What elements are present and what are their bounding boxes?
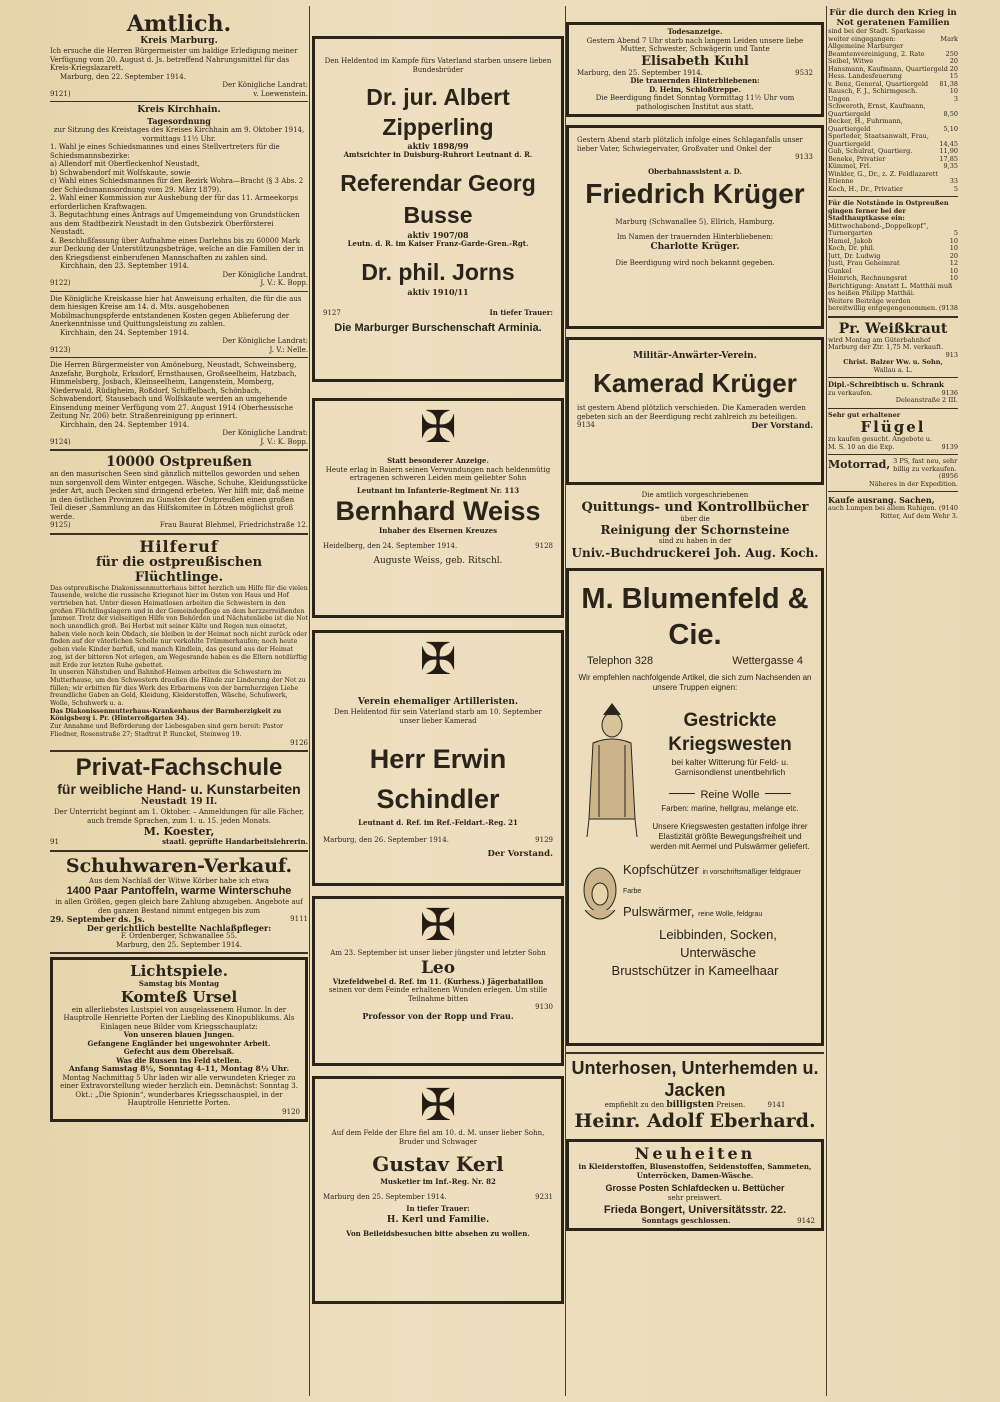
ad-blumenfeld [566, 568, 824, 1046]
notice-number: 9128 [535, 541, 553, 550]
donation-entry [828, 43, 958, 58]
agenda-items: 1. Wahl je eines Schiedsmannes und eines Stellvertreters für die Schiedsmannsbezirke: a) Allendorf mit Oberfleckenhof Neustadt, b) Schwabendorf mit Wolfskaute, sowie c) Wahl eines Schiedsmannes für den Bezirk Wohra—Bracht (§ 3 Abs. 2 der Schiedsmannsordnung vom 29. März 1879). 2. Wahl einer Kommission zur Aushebung der für das 11. Armeekorps erforderlichen Kraftwagen. 3. Begutachtung eines Antrags auf Umgemeindung von Grundstücken aus dem Stadtbezirk Neustadt in den Gutsbezirk Oberförsterei Neustadt. 4. Beschlußfassung über Aufnahme eines Darlehns bis zu 60000 Mark zur Deckung der Unterstützungsbeträge, welche an die Familien der in den Kriegsdienst einberufenen Mannschaften zu zahlen sind. [50, 143, 304, 262]
notice-number: 9127 [323, 308, 341, 317]
film-text: ein allerliebstes Lustspiel von ausgelassenem Humor. In der Hauptrolle Henriette Porten der Liebling des Kinopublikums. Als Einlagen neue Bilder vom Kriegsschauplatz: [63, 1005, 295, 1031]
ad-text: Sehr gut erhaltener [828, 410, 901, 419]
ad-title: Quittungs- und Kontrollbücher [581, 499, 809, 515]
donations-unit: Mark [940, 34, 958, 43]
notice-heading: Statt besonderer Anzeige. [387, 456, 489, 465]
notice-number: 9124) [50, 437, 71, 446]
notice-text: Gestern Abend 7 Uhr starb nach langem Leiden unsere liebe Mutter, Schwester, Schwägerin und Tante [586, 36, 804, 53]
deceased-name: Elisabeth Kuhl [641, 53, 749, 69]
donor-name: Mittwochabend-„Doppelkopf“, Turnergarten [828, 221, 929, 237]
notice-text: Leutnant im Infanterie-Regiment Nr. 113 [356, 485, 520, 495]
notice-text: aktiv 1910/11 [407, 287, 469, 297]
donations-intro: sind bei der Stadt. Sparkasse weiter eingegangen: [828, 27, 925, 43]
donation-entry [828, 171, 958, 186]
film-title: Komteß Ursel [120, 987, 238, 1006]
column-divider [826, 6, 827, 1396]
ad-address: Näheres in der Expedition. [869, 479, 958, 488]
ad-date: 29. September ds. Js. [50, 914, 145, 925]
ad-title: Dipl.-Schreibtisch u. Schrank [828, 380, 944, 389]
donor-name: Allgemeine Marburger Beamtenvereinigung, 2. Rate [828, 42, 925, 58]
ad-wool-label: Reine Wolle [647, 783, 813, 802]
notice-date: Kirchhain, den 23. September 1914. [60, 262, 190, 270]
ad-text: in Kleiderstoffen, Blusenstoffen, Seidenstoffen, Sammeten, Unterröcken, Damen-Wäsche. [578, 1162, 812, 1180]
film-items: Von unseren blauen Jungen. Gefangene Engländer bei ungewohnter Arbeit. Gefecht aus dem Oberelsaß. Was die Russen ins Feld stellen. [87, 1030, 271, 1065]
ad-item-detail: in vorschriftsmäßiger feldgrauer Farbe [623, 868, 801, 895]
notice-signature: Der Königliche Landrat. [222, 270, 308, 279]
notice-bernhard-weiss [312, 398, 564, 618]
ad-text: empfiehlt zu den [604, 1100, 665, 1109]
notice-signature: Der Königliche Landrat: [222, 337, 308, 345]
notice-date: Heidelberg, den 24. September 1914. [323, 541, 458, 550]
donation-entry [828, 223, 958, 238]
heading-donations: Für die durch den Krieg in Not geratenen Familien [829, 8, 957, 28]
notice-signature: Der Königliche Landrat: [222, 429, 308, 437]
notice-number: 9120 [282, 1107, 300, 1116]
notice-number: 91 [50, 838, 59, 847]
notice-text: Gestern Abend starb plötzlich infolge eines Schlaganfalls unser lieber Vater, Schwiegervater, Großvater und Onkel der [577, 136, 803, 153]
donation-amount: 12 [949, 259, 958, 267]
column-death-notices [312, 8, 564, 1394]
donor-name: Gub, Schulrat, Quartierg. [828, 147, 913, 155]
notice-signature: Der Vorstand. [751, 420, 813, 430]
notice-signature: J. V.: Nelle. [269, 345, 308, 354]
heading-ostpreussen-donations: Für die Notstände in Ostpreußen gingen ferner bei der Stadthauptkasse ein: [828, 199, 949, 222]
notice-text: Ich ersuche die Herren Bürgermeister um baldige Erledigung meiner Verfügung vom 20. August d. Js. betreffend Nahrungsmittel für das Kreis-Kriegslazarett. [50, 47, 298, 72]
ad-address: Wallau a. L. [873, 365, 913, 374]
ad-title-blumenfeld: M. Blumenfeld & Cie. [581, 582, 809, 651]
notice-signature: Professor von der Ropp und Frau. [362, 1010, 514, 1021]
notice-signature: Die Marburger Burschenschaft Arminia. [334, 322, 542, 334]
notice-number: 9133 [795, 153, 813, 161]
donations-note: Weitere Beiträge werden bereitwillig entgegengenommen. [828, 296, 938, 312]
notice-number: 9139 [941, 442, 958, 451]
donation-amount: 20 [949, 57, 958, 65]
notice-heading: Militär-Anwärter-Verein. [633, 351, 757, 361]
ad-text: zu kaufen gesucht. Angebote u. M. S. 10 an die Exp. [828, 435, 933, 451]
deceased-name: Referendar Georg Busse [340, 170, 536, 228]
heading-hilferuf: Hilferuf [139, 536, 219, 556]
donor-name: Sporleder, Staatsanwalt, Frau, Quartiergeld [828, 132, 929, 148]
ad-text: Preisen. [716, 1100, 746, 1109]
notice-heading: Todesanzeige. [667, 27, 723, 36]
film-times: Anfang Samstag 8½, Sonntag 4–11, Montag 8½ Uhr. [68, 1064, 290, 1074]
deceased-name: Herr Erwin Schindler [369, 744, 507, 814]
section-title-amtlich: Amtlich. [126, 11, 232, 37]
notice-signature: Frau Baurat Blehmel, Friedrichstraße 12. [159, 521, 308, 529]
notice-text: Amtsrichter in Duisburg-Ruhrort Leutnant d. R. [343, 149, 533, 159]
notice-text: Heute erlag in Baiern seinen Verwundungen nach heldenmütig ertragenen schweren Leiden mein geliebter Sohn [325, 465, 551, 482]
donation-amount: 20 [949, 64, 958, 73]
donation-amount: 20 [949, 251, 958, 260]
ad-text: sind zu haben in der [658, 537, 732, 545]
donation-entry [828, 103, 958, 118]
notice-date: Kirchhain, den 24. September 1914. [60, 328, 190, 337]
donor-name: Hansmann, Kaufmann, Quartiergeld [828, 64, 948, 73]
donor-name: Winkler, G., Dr., z. Z. Feldlazarett Etienne [828, 169, 938, 185]
ad-text: über die [680, 514, 710, 523]
notice-text: Inhaber des Eisernen Kreuzes [378, 526, 498, 535]
notice-elisabeth-kuhl [566, 22, 824, 117]
notice-number: 9142 [797, 1216, 815, 1225]
donation-amount: 10 [949, 266, 958, 275]
ad-product: Gestrickte Kriegswesten [668, 709, 792, 755]
notice-date: Marburg, den 25. September 1914. [577, 68, 703, 77]
notice-signature: H. Kerl und Familie. [386, 1214, 490, 1225]
donations-correction: Berichtigung: Anstatt L. Matthäi muß es heißen Philipp Matthäi. [828, 281, 953, 297]
notice-text: Die trauernden Hinterbliebenen: [630, 76, 760, 85]
donor-name: Koch, H., Dr., Privatier [828, 184, 903, 193]
notice-signature: J. V.: K. Bopp. [260, 279, 308, 287]
donation-amount: 3 [953, 94, 958, 103]
ad-title-eberhard: Unterhosen, Unterhemden u. Jacken [571, 1057, 819, 1100]
ad-neuheiten [566, 1139, 824, 1231]
notice-signature: Der Königliche Landrat: [222, 81, 308, 89]
ad-hours: Sonntags geschlossen. [641, 1215, 731, 1225]
donor-name: Koch, Dr. phil. [828, 244, 875, 252]
notice-text: zur Sitzung des Kreistages des Kreises Kirchhain am 9. Oktober 1914, vormittags 11½ Uhr. [53, 126, 305, 143]
ad-lichtspiele [50, 957, 308, 1122]
ad-title-fluegel: Flügel [860, 418, 926, 436]
ad-offer: Grosse Posten Schlafdecken u. Bettücher [605, 1183, 785, 1193]
ad-title-weisskraut: Pr. Weißkraut [838, 320, 948, 337]
donation-amount: 14,45 [939, 139, 958, 148]
notice-date: Marburg, den 22. September 1914. [60, 72, 186, 81]
ad-days: Samstag bis Montag [138, 979, 220, 989]
donation-amount: 10 [949, 244, 958, 252]
deceased-name: Kamerad Krüger [593, 368, 797, 398]
notice-number: 9136 [941, 388, 958, 397]
notice-signature: v. Loewenstein. [253, 89, 308, 98]
notice-number: 9231 [535, 1192, 553, 1201]
notice-text: Marburg (Schwanallee 5), Ellrich, Hamburg. [615, 218, 775, 226]
notice-text: Oberbahnassistent a. D. [648, 166, 742, 176]
notice-number: (9140 [938, 504, 958, 512]
donation-entry [828, 186, 958, 194]
heading-kreis-marburg: Kreis Marburg. [140, 36, 218, 46]
ad-address: Neustadt 19 II. [140, 797, 218, 808]
donation-amount: 9,35 [943, 162, 958, 170]
notice-number: 9122) [50, 279, 71, 287]
notice-gustav-kerl [312, 1076, 564, 1304]
notice-number: (9138 [938, 304, 958, 312]
donor-name: Rausch, F. J., Schirmgesch. [828, 87, 918, 95]
donor-name: Beneke, Privatier [828, 154, 886, 163]
ad-role: staatl. geprüfte Handarbeitslehrerin. [162, 837, 308, 847]
donation-list [828, 223, 958, 283]
ad-phone: Telephon 328 [587, 654, 654, 667]
donation-entry [828, 133, 958, 148]
notice-friedrich-krueger [566, 125, 824, 329]
ad-text: Unsere Kriegswesten gestatten infolge ihrer Elastizität größte Bewegungsfreiheit und werden mit Aermel und Pulswärmer geliefert. [650, 821, 810, 851]
donation-amount: 81,38 [939, 79, 958, 88]
soldier-illustration [577, 699, 647, 839]
ad-text: Die amtlich vorgeschriebenen [641, 491, 749, 499]
donation-entry [828, 118, 958, 133]
donation-amount: 8,50 [943, 109, 958, 118]
notice-number: 913 [945, 350, 958, 359]
ad-role: Der gerichtlich bestellte Nachlaßpfleger: [86, 922, 272, 933]
ad-shop: Univ.-Buchdruckerei Joh. Aug. Koch. [571, 545, 819, 560]
ad-text: zu verkaufen. [828, 388, 873, 397]
notice-date: Marburg, den 26. September 1914. [323, 835, 449, 844]
notice-text: Die Beerdigung findet Sonntag Vormittag 11½ Uhr vom pathologischen Institut aus statt. [595, 94, 795, 111]
notice-signature: Auguste Weiss, geb. Ritschl. [373, 556, 503, 566]
notice-text: Im Namen der trauernden Hinterbliebenen: [616, 232, 774, 241]
ad-text: sehr preiswert. [667, 1194, 723, 1202]
appeal-text: an den masurischen Seen sind gänzlich mittellos geworden und sehen nun sorgenvoll dem Winter entgegen. Wäsche, Schuhe, Kleidungsstücke jeder Art, auch Decken sind dringend erbeten. Wer hilft mir, daß meine in den östlichen Provinzen zu Gunsten der Ostpreußen einen großen Teil dieser ‚Sammlung an das Hilfskomitee in Lötzen möglichst groß werde. [50, 470, 308, 521]
ad-text: wird Montag am Güterbahnhof Marburg der Ztr. 1,75 M. verkauft. [828, 335, 944, 351]
donation-amount: 15 [949, 72, 958, 80]
notice-kamerad-krueger [566, 337, 824, 485]
notice-text: Vizefeldwebel d. Ref. im 11. (Kurhess.) Jägerbataillon [332, 976, 544, 986]
notice-text: In tiefer Trauer: [406, 1204, 470, 1213]
donation-amount: 11,90 [939, 147, 958, 155]
ad-title-neuheiten: Neuheiten [634, 1144, 756, 1163]
notice-text: Von Beileidsbesuchen bitte absehen zu wollen. [346, 1228, 530, 1238]
ad-shop-eberhard: Heinr. Adolf Eberhard. [574, 1110, 816, 1132]
deceased-name: Dr. phil. Jorns [361, 259, 515, 285]
column-donations-small-ads [828, 8, 958, 1394]
ad-text: Wir empfehlen nachfolgende Artikel, die sich zum Nachsenden an unsere Truppen eignen: [578, 672, 812, 692]
notice-text: Leutn. d. R. im Kaiser Franz-Garde-Gren.-Rgt. [347, 238, 529, 248]
notice-text: seinen vor dem Feinde erhaltenen Wunden erlegen. Um stille Teilnahme bitten [328, 986, 548, 1003]
donation-amount: 17,85 [939, 154, 958, 163]
iron-cross-icon: ✠ [419, 634, 457, 685]
donor-name: Seibel, Witwe [828, 57, 874, 65]
deceased-name: Gustav Kerl [372, 1152, 504, 1176]
notice-text: Die Königliche Kreiskasse hier hat Anweisung erhalten, die für die aus dem hiesigen Kreise am 14. d. Mts. ausgehobenen Mobilmachungspferde entstandenen Kosten gegen Ablieferung der Anerkenntnisse und Quittungsleistung zu zahlen. [50, 294, 302, 328]
notice-text: Auf dem Felde der Ehre fiel am 10. d. M. unser lieber Sohn, Bruder und Schwager [331, 1129, 545, 1146]
ad-title-privat-fachschule: Privat-Fachschule [75, 754, 283, 782]
donor-name: Gunkel [828, 266, 852, 275]
ad-text: Farben: marine, hellgrau, melange etc. [661, 803, 799, 813]
donor-name: Schweroth, Ernst, Kaufmann, Quartiergeld [828, 102, 926, 118]
notice-number: 9141 [767, 1100, 786, 1109]
notice-text: In tiefer Trauer: [489, 307, 553, 317]
heading-kreis-kirchhain: Kreis Kirchhain. [137, 105, 221, 115]
donation-list [828, 43, 958, 193]
donor-name: Becker, H., Fuhrmann, Quartiergeld [828, 117, 903, 133]
notice-text: Den Heldentod für sein Vaterland starb am 10. September unser lieber Kamerad [334, 708, 542, 725]
ad-text: bei kalter Witterung für Feld- u. Garnisondienst unentbehrlich [671, 756, 789, 777]
subheading-hilferuf: für die ostpreußischen Flüchtlinge. [95, 554, 263, 585]
notice-leo [312, 896, 564, 1066]
column-official-notices [50, 8, 308, 1394]
donation-amount: 33 [949, 177, 958, 185]
iron-cross-icon: ✠ [419, 402, 457, 453]
ad-subtitle: Reinigung der Schornsteine [600, 523, 790, 537]
iron-cross-icon: ✠ [419, 1080, 457, 1131]
notice-arminia [312, 36, 564, 382]
donation-amount: 250 [945, 49, 958, 58]
notice-number: 9134 [577, 421, 595, 429]
appeal-text: Das ostpreußische Diakonissenmutterhaus bittet herzlich um Hilfe für die vielen Tausende, welche die russische Kriegsnot hier im Osten von Haus und Hof vertrieben hat. Unter diesen Heimatlosen arbeiten die Schwestern in den großen Flüchtlingslagern und in der Gemeindepflege an dem herzzerreißenden Jammer. Trotz der vielseitigen Hilfe von Behörden und Nächstenliebe ist die Not noch unendlich groß. Bei Herbst mit seiner Kälte und Regen nun einsetzt, haben viele noch kein Obdach, sie bleiben in der Heimat noch nicht zurück oder finden auf der väterlichen Scholle nur verkohlte Trümmerhaufen; noch heute gehen viele Kinder barfuß, und manch Kindlein, das gesund aus der Heimat zog, ist der bitteren Not erlegen, am Wegesrande haben es die Eltern notdürftig mit Erde zur letzten Ruhe gebettet. In unseren Nähstuben und Bahnhof-Heimen arbeiten die Schwestern im Mutterhause, um den Schwestern draußen die Hände zur Linderung der Not zu füllen; wir erbitten für dies Werk des Erbarmens von der barmherzigen Liebe freundliche Gaben an Geld, Kleidung, Kleiderstoffen, Wäsche, Schuhwerk, Wolle, Schuhwerk u. a. [50, 584, 308, 708]
notice-text: aktiv 1907/08 [407, 230, 469, 240]
notice-signature: J. V.: K. Bopp. [260, 437, 308, 446]
notice-number: 9111 [290, 915, 308, 924]
notice-heading: Verein ehemaliger Artilleristen. [357, 697, 519, 707]
ad-item-detail: reine Wolle, feldgrau [698, 910, 763, 918]
ad-title-motorrad: Motorrad, [828, 458, 891, 471]
notice-number: 9129 [535, 835, 553, 844]
ad-name: Christ. Balzer Ww. u. Sohn, [843, 358, 943, 366]
ad-highlight: 1400 Paar Pantoffeln, warme Winterschuhe [66, 885, 292, 898]
ad-text: 3 PS, fast neu, sehr billig zu verkaufen. [893, 457, 958, 473]
ad-title-schuhwaren: Schuhwaren-Verkauf. [65, 854, 293, 877]
donation-amount: 5 [953, 184, 958, 193]
ad-title-kaufe: Kaufe ausrang. Sachen, [828, 495, 935, 505]
notice-text: ist gestern Abend plötzlich verschieden. Die Kameraden werden gebeten sich an der Beerdigung recht zahlreich zu beteiligen. [577, 404, 806, 421]
ad-text: Aus dem Nachlaß der Witwe Körber habe ich etwa [89, 876, 269, 885]
notice-signature: Der Vorstand. [487, 849, 553, 859]
ad-address: Ritter, Auf dem Wehr 3. [880, 511, 958, 520]
notice-number: 9126 [290, 738, 308, 747]
notice-date: Marburg den 25. September 1914. [323, 1192, 447, 1201]
deceased-name: Friedrich Krüger [585, 178, 805, 209]
film-text: Montag Nachmittag 5 Uhr laden wir alle verwundeten Krieger zu einer Extravorstellung wieder herzlich ein. Demnächst: Sonntag 3. Okt.: „Die Spionin“, wunderbares Kriegsschauspiel, in der Hauptrolle Henriette Porten. [60, 1073, 298, 1108]
notice-number: 9121) [50, 89, 71, 98]
ad-name: F. Ordenberger, Schwanallee 55. [120, 932, 238, 941]
ad-date: Marburg, den 25. September 1914. [116, 940, 242, 949]
iron-cross-icon: ✠ [419, 900, 457, 951]
notice-number: 9130 [535, 1003, 553, 1011]
notice-number: 9125) [50, 521, 71, 529]
ad-address: Deleanstraße 2 III. [895, 396, 958, 404]
appeal-contact: Zur Annahme und Beförderung der Liebesgaben sind gern bereit: Pastor Fliedner, Rosenstraße 27; Stadtrat P. Runckel, Steinweg 19. [50, 723, 284, 738]
ad-title-lichtspiele: Lichtspiele. [130, 962, 228, 981]
donor-name: Justi, Frau Geheimrat [828, 259, 900, 267]
donor-name: Hamel, Jakob [828, 236, 873, 245]
ad-item: Leibbinden, Socken, [659, 926, 777, 942]
notice-signature: Charlotte Krüger. [650, 242, 740, 252]
donor-name: v. Benz, General, Quartiergeld [828, 79, 929, 88]
notice-text: Am 23. September ist unser lieber jüngster und letzter Sohn [330, 949, 546, 957]
ad-item: Pulswärmer, [623, 903, 695, 919]
heading-ostpreussen: 10000 Ostpreußen [105, 454, 253, 470]
ad-name: M. Koester, [143, 825, 215, 839]
notice-text: Die Beerdigung wird noch bekannt gegeben. [615, 259, 775, 267]
deceased-name: Leo [420, 957, 456, 978]
ad-text: auch Lumpen bei allem Ruhigen. [828, 504, 937, 512]
ad-text: Der Unterricht beginnt am 1. Oktober. – Anmeldungen für alle Fächer, auch fremde Sprachen, zum 1. u. 15. jeden Monats. [54, 808, 304, 825]
notice-text: Leutnant d. Ref. im Ref.-Feldart.-Reg. 21 [358, 818, 518, 827]
appeal-organisation: Das Diakonissenmutterhaus-Krankenhaus der Barmherzigkeit zu Königsberg i. Pr. (Hinterroßgarten 34). [50, 707, 282, 723]
donor-name: Heinrich, Rechnungsrat [828, 274, 908, 282]
donation-amount: 5 [953, 229, 958, 237]
deceased-name: Dr. jur. Albert Zipperling [366, 84, 510, 140]
notice-text: aktiv 1898/99 [407, 141, 469, 151]
ad-shop: Frieda Bongert, Universitätsstr. 22. [603, 1203, 787, 1216]
donation-amount: 5,10 [943, 124, 958, 133]
notice-date: Kirchhain, den 24. September 1914. [60, 420, 190, 429]
ad-item: Unterwäsche [680, 944, 756, 960]
donor-name: Jutt, Dr. Ludwig [828, 251, 881, 260]
notice-text: Musketier im Inf.-Reg. Nr. 82 [380, 1177, 496, 1186]
column-divider [309, 6, 310, 1396]
donor-name: Ungen [828, 94, 850, 103]
donor-name: Kümmel, Frl. [828, 162, 872, 170]
ad-item: Kopfschützer [623, 861, 699, 877]
notice-number: (8956 [938, 472, 958, 480]
ad-item: Brustschützer in Kameelhaar [611, 962, 779, 978]
donation-amount: 10 [949, 236, 958, 245]
notice-number: 9123) [50, 345, 71, 354]
ad-quittungsbuecher [566, 491, 824, 560]
notice-number: 9532 [795, 68, 813, 77]
balaclava-illustration [577, 862, 623, 932]
ad-subtitle: für weibliche Hand- u. Kunstarbeiten [57, 781, 301, 798]
heading-tagesordnung: Tagesordnung [147, 116, 211, 126]
ad-text: in allen Größen, gegen gleich bare Zahlung abzugeben. Angebote auf den ganzen Bestand nimmt entgegen bis zum [55, 898, 303, 915]
ad-address: Wettergasse 4 [732, 654, 803, 667]
deceased-name: Bernhard Weiss [335, 496, 541, 526]
column-notices-ads [566, 8, 824, 1394]
notice-signature: D. Heim, Schloßtreppe. [649, 84, 741, 94]
donation-amount: 10 [949, 87, 958, 95]
notice-text: Den Heldentod im Kampfe fürs Vaterland starben unsere lieben Bundesbrüder [324, 57, 552, 74]
ad-highlight: billigsten [666, 1099, 715, 1110]
notice-text: Die Herren Bürgermeister von Amöneburg, Neustadt, Schweinsberg, Anzefahr, Burgholz, Erksdorf, Ernsthausen, Großseelheim, Hatzbach, Himmelsberg, Josbach, Kleinseelheim, Langenstein, Momberg, Niederwald, Rüdigheim, Roßdorf, Schiffelbach, Schönbach, Schwabendorf, Stausebach und Wolfskaute werden an umgehende Einsendung meiner Verfügung vom 27. August 1914 (Oberhessische Zeitung Nr. 206) betr. Straßenreinigung pp erinnert. [50, 361, 297, 420]
donor-name: Hess. Landesfeuerung [828, 72, 902, 80]
donation-amount: 10 [949, 274, 958, 282]
notice-erwin-schindler [312, 630, 564, 886]
